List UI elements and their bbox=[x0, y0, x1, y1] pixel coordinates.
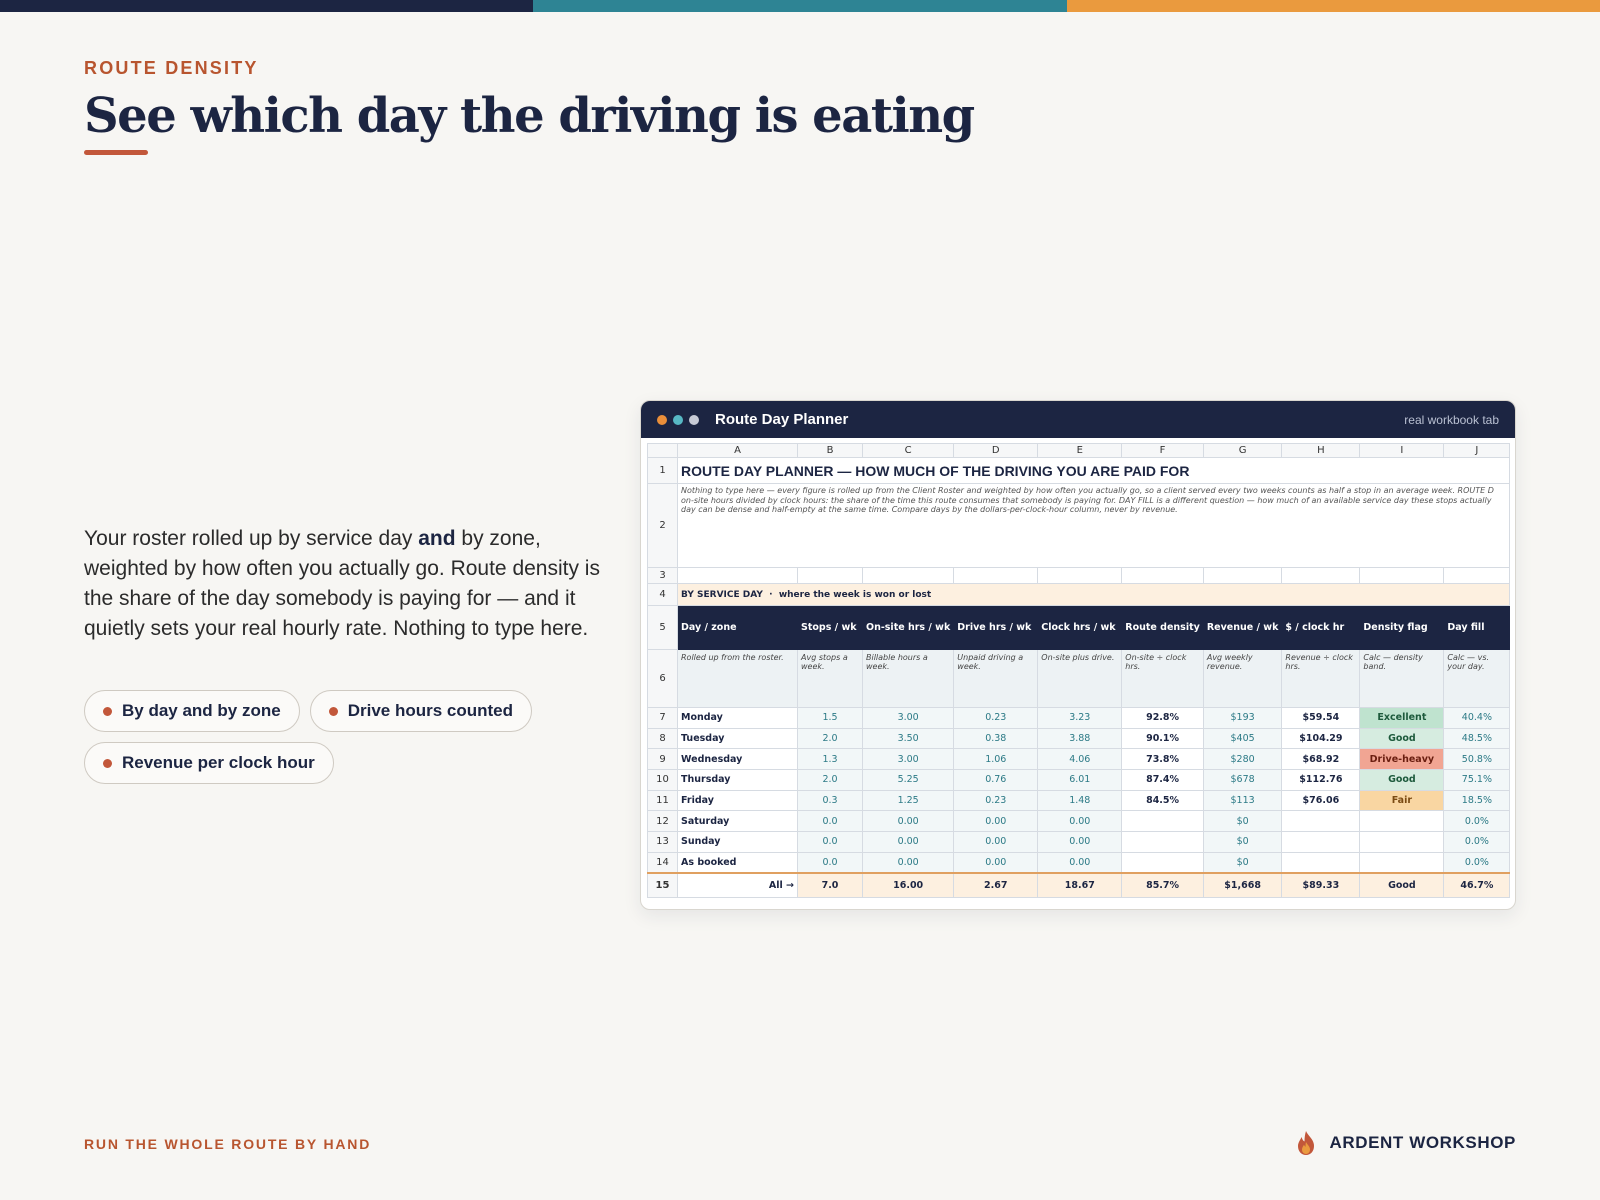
total-flag-cell[interactable]: Good bbox=[1360, 873, 1444, 897]
footer-tagline: RUN THE WHOLE ROUTE BY HAND bbox=[84, 1136, 372, 1152]
row-number[interactable]: 13 bbox=[648, 832, 678, 853]
drive-cell[interactable]: 0.23 bbox=[954, 790, 1038, 811]
body-text-bold: and bbox=[418, 527, 456, 550]
body-text-part2: by zone, weighted by how often you actually go. Route density is the share of the day somebody is paying for — and it quietly sets your real hourly rate. Nothing to type here. bbox=[84, 527, 600, 640]
total-label-cell[interactable]: All → bbox=[678, 873, 798, 897]
table-row bbox=[648, 852, 1510, 873]
clock-cell[interactable]: 0.00 bbox=[1038, 832, 1122, 853]
stops-cell[interactable]: 1.5 bbox=[798, 708, 863, 729]
revenue-cell[interactable]: $405 bbox=[1203, 728, 1282, 749]
table-row bbox=[648, 749, 1510, 770]
row-number[interactable]: 5 bbox=[648, 606, 678, 650]
total-rate-cell[interactable]: $89.33 bbox=[1282, 873, 1360, 897]
header-cell[interactable]: Revenue / wk bbox=[1203, 606, 1282, 650]
footer-brand[interactable] bbox=[1295, 1130, 1516, 1156]
section-band-cell[interactable]: BY SERVICE DAY · where the week is won or lost bbox=[678, 584, 1510, 606]
workbook-window bbox=[640, 400, 1516, 910]
sheet-title-row bbox=[648, 458, 1510, 484]
drive-cell[interactable]: 0.00 bbox=[954, 832, 1038, 853]
subheader-cell[interactable]: Revenue ÷ clock hrs. bbox=[1282, 650, 1360, 708]
total-stops-cell[interactable]: 7.0 bbox=[798, 873, 863, 897]
sheet-title-cell[interactable]: ROUTE DAY PLANNER — HOW MUCH OF THE DRIVING YOU ARE PAID FOR bbox=[678, 458, 1510, 484]
density-cell[interactable] bbox=[1122, 811, 1204, 832]
subheader-cell[interactable]: Unpaid driving a week. bbox=[954, 650, 1038, 708]
rate-cell[interactable] bbox=[1282, 832, 1360, 853]
sheet-note-cell[interactable]: Nothing to type here — every figure is rolled up from the Client Roster and weighted by how often you actually go, so a client served every two weeks counts as half a stop in an average week. ROUTE D on-site hours divided by clock hours: the share of the time this route consumes that somebody is paying for. DAY FILL is a different question — how much of an available service day these stops actually day can be dense and half-empty at the same time. Compare days by the dollars-per-clock-hour column, never by revenue. bbox=[678, 484, 1510, 568]
row-number[interactable]: 14 bbox=[648, 852, 678, 873]
top-bar-segment-teal bbox=[533, 0, 1066, 12]
column-header[interactable]: A bbox=[678, 444, 798, 458]
traffic-light-teal-icon[interactable] bbox=[673, 415, 683, 425]
subheader-cell[interactable]: Avg stops a week. bbox=[798, 650, 863, 708]
cell[interactable] bbox=[1444, 568, 1510, 584]
stops-cell[interactable]: 0.0 bbox=[798, 811, 863, 832]
rate-cell[interactable] bbox=[1282, 811, 1360, 832]
density-flag-cell[interactable]: Drive-heavy bbox=[1360, 749, 1444, 770]
total-revenue-cell[interactable]: $1,668 bbox=[1203, 873, 1282, 897]
chip-by-day-and-zone bbox=[84, 690, 300, 732]
top-color-bar bbox=[0, 0, 1600, 12]
total-clock-cell[interactable]: 18.67 bbox=[1038, 873, 1122, 897]
density-cell[interactable]: 92.8% bbox=[1122, 708, 1204, 729]
drive-cell[interactable]: 0.76 bbox=[954, 770, 1038, 791]
traffic-light-grey-icon[interactable] bbox=[689, 415, 699, 425]
corner-cell[interactable] bbox=[648, 444, 678, 458]
section-row bbox=[648, 584, 1510, 606]
subheader-cell[interactable]: Calc — density band. bbox=[1360, 650, 1444, 708]
onsite-cell[interactable]: 0.00 bbox=[863, 832, 954, 853]
spreadsheet-grid bbox=[647, 443, 1510, 898]
cell[interactable] bbox=[1282, 568, 1360, 584]
cell[interactable] bbox=[1122, 568, 1204, 584]
header-cell[interactable]: Stops / wk bbox=[798, 606, 863, 650]
chip-label: By day and by zone bbox=[122, 701, 281, 720]
window-title: Route Day Planner bbox=[715, 411, 849, 428]
revenue-cell[interactable]: $0 bbox=[1203, 811, 1282, 832]
revenue-cell[interactable]: $678 bbox=[1203, 770, 1282, 791]
row-number[interactable]: 2 bbox=[648, 484, 678, 568]
data-rows bbox=[648, 708, 1510, 874]
subheader-cell[interactable]: On-site ÷ clock hrs. bbox=[1122, 650, 1204, 708]
density-flag-cell[interactable] bbox=[1360, 832, 1444, 853]
header-cell[interactable]: Clock hrs / wk bbox=[1038, 606, 1122, 650]
bullet-dot-icon bbox=[103, 759, 112, 768]
top-bar-segment-navy bbox=[0, 0, 533, 12]
row-number[interactable]: 3 bbox=[648, 568, 678, 584]
column-header[interactable]: H bbox=[1282, 444, 1360, 458]
cell[interactable] bbox=[678, 568, 798, 584]
column-header[interactable]: C bbox=[863, 444, 954, 458]
day-cell[interactable]: Thursday bbox=[678, 770, 798, 791]
total-fill-cell[interactable]: 46.7% bbox=[1444, 873, 1510, 897]
column-header[interactable]: F bbox=[1122, 444, 1204, 458]
column-header[interactable]: I bbox=[1360, 444, 1444, 458]
total-row bbox=[648, 873, 1510, 897]
density-flag-cell[interactable]: Good bbox=[1360, 728, 1444, 749]
density-cell[interactable]: 87.4% bbox=[1122, 770, 1204, 791]
rate-cell[interactable]: $68.92 bbox=[1282, 749, 1360, 770]
drive-cell[interactable]: 1.06 bbox=[954, 749, 1038, 770]
body-text-part1: Your roster rolled up by service day bbox=[84, 527, 419, 550]
column-header[interactable]: D bbox=[954, 444, 1038, 458]
cell[interactable] bbox=[1360, 568, 1444, 584]
header-cell[interactable]: Route density bbox=[1122, 606, 1204, 650]
rate-cell[interactable] bbox=[1282, 852, 1360, 873]
clock-cell[interactable]: 1.48 bbox=[1038, 790, 1122, 811]
drive-cell[interactable]: 0.00 bbox=[954, 852, 1038, 873]
clock-cell[interactable]: 0.00 bbox=[1038, 852, 1122, 873]
onsite-cell[interactable]: 3.00 bbox=[863, 708, 954, 729]
brand-name: ARDENT WORKSHOP bbox=[1329, 1133, 1516, 1152]
row-number[interactable]: 12 bbox=[648, 811, 678, 832]
density-flag-cell[interactable]: Fair bbox=[1360, 790, 1444, 811]
row-number[interactable]: 4 bbox=[648, 584, 678, 606]
stops-cell[interactable]: 0.0 bbox=[798, 832, 863, 853]
density-flag-cell[interactable] bbox=[1360, 852, 1444, 873]
day-fill-cell[interactable]: 0.0% bbox=[1444, 852, 1510, 873]
drive-cell[interactable]: 0.23 bbox=[954, 708, 1038, 729]
onsite-cell[interactable]: 0.00 bbox=[863, 852, 954, 873]
row-number[interactable]: 11 bbox=[648, 790, 678, 811]
row-number[interactable]: 8 bbox=[648, 728, 678, 749]
day-cell[interactable]: Monday bbox=[678, 708, 798, 729]
clock-cell[interactable]: 3.23 bbox=[1038, 708, 1122, 729]
drive-cell[interactable]: 0.38 bbox=[954, 728, 1038, 749]
row-number[interactable]: 1 bbox=[648, 458, 678, 484]
total-drive-cell[interactable]: 2.67 bbox=[954, 873, 1038, 897]
day-fill-cell[interactable]: 40.4% bbox=[1444, 708, 1510, 729]
table-row bbox=[648, 811, 1510, 832]
table-row bbox=[648, 790, 1510, 811]
clock-cell[interactable]: 0.00 bbox=[1038, 811, 1122, 832]
clock-cell[interactable]: 3.88 bbox=[1038, 728, 1122, 749]
density-cell[interactable]: 90.1% bbox=[1122, 728, 1204, 749]
table-subheader-row bbox=[648, 650, 1510, 708]
bullet-dot-icon bbox=[103, 707, 112, 716]
row-number[interactable]: 7 bbox=[648, 708, 678, 729]
feature-chips bbox=[84, 690, 544, 784]
onsite-cell[interactable]: 0.00 bbox=[863, 811, 954, 832]
row-number[interactable]: 10 bbox=[648, 770, 678, 791]
total-onsite-cell[interactable]: 16.00 bbox=[863, 873, 954, 897]
rate-cell[interactable]: $76.06 bbox=[1282, 790, 1360, 811]
header-cell[interactable]: $ / clock hr bbox=[1282, 606, 1360, 650]
density-cell[interactable] bbox=[1122, 832, 1204, 853]
day-fill-cell[interactable]: 50.8% bbox=[1444, 749, 1510, 770]
day-fill-cell[interactable]: 48.5% bbox=[1444, 728, 1510, 749]
stops-cell[interactable]: 0.0 bbox=[798, 852, 863, 873]
total-density-cell[interactable]: 85.7% bbox=[1122, 873, 1204, 897]
column-header-row bbox=[648, 444, 1510, 458]
cell[interactable] bbox=[863, 568, 954, 584]
section-note: where the week is won or lost bbox=[778, 589, 932, 600]
rate-cell[interactable]: $112.76 bbox=[1282, 770, 1360, 791]
day-cell[interactable]: Friday bbox=[678, 790, 798, 811]
section-label: BY SERVICE DAY bbox=[681, 589, 763, 600]
onsite-cell[interactable]: 1.25 bbox=[863, 790, 954, 811]
table-row bbox=[648, 832, 1510, 853]
header-cell[interactable]: On-site hrs / wk bbox=[863, 606, 954, 650]
header-cell[interactable]: Density flag bbox=[1360, 606, 1444, 650]
row-number[interactable]: 6 bbox=[648, 650, 678, 708]
table-header-row bbox=[648, 606, 1510, 650]
clock-cell[interactable]: 4.06 bbox=[1038, 749, 1122, 770]
density-flag-cell[interactable]: Excellent bbox=[1360, 708, 1444, 729]
traffic-light-orange-icon[interactable] bbox=[657, 415, 667, 425]
column-header[interactable]: J bbox=[1444, 444, 1510, 458]
density-cell[interactable] bbox=[1122, 852, 1204, 873]
table-row bbox=[648, 728, 1510, 749]
day-fill-cell[interactable]: 75.1% bbox=[1444, 770, 1510, 791]
day-cell[interactable]: As booked bbox=[678, 852, 798, 873]
density-flag-cell[interactable] bbox=[1360, 811, 1444, 832]
row-number[interactable]: 9 bbox=[648, 749, 678, 770]
subheader-cell[interactable]: Calc — vs. your day. bbox=[1444, 650, 1510, 708]
revenue-cell[interactable]: $0 bbox=[1203, 852, 1282, 873]
section-eyebrow: ROUTE DENSITY bbox=[84, 58, 259, 78]
body-paragraph bbox=[84, 524, 604, 644]
revenue-cell[interactable]: $113 bbox=[1203, 790, 1282, 811]
column-header[interactable]: E bbox=[1038, 444, 1122, 458]
window-tag: real workbook tab bbox=[1404, 412, 1499, 427]
subheader-cell[interactable]: Avg weekly revenue. bbox=[1203, 650, 1282, 708]
day-fill-cell[interactable]: 0.0% bbox=[1444, 832, 1510, 853]
day-cell[interactable]: Wednesday bbox=[678, 749, 798, 770]
day-fill-cell[interactable]: 18.5% bbox=[1444, 790, 1510, 811]
window-titlebar bbox=[641, 401, 1515, 438]
bullet-dot-icon bbox=[329, 707, 338, 716]
column-header[interactable]: G bbox=[1203, 444, 1282, 458]
day-cell[interactable]: Sunday bbox=[678, 832, 798, 853]
header-cell[interactable]: Day / zone bbox=[678, 606, 798, 650]
clock-cell[interactable]: 6.01 bbox=[1038, 770, 1122, 791]
row-number[interactable]: 15 bbox=[648, 873, 678, 897]
stops-cell[interactable]: 2.0 bbox=[798, 770, 863, 791]
stops-cell[interactable]: 2.0 bbox=[798, 728, 863, 749]
spreadsheet bbox=[647, 443, 1510, 898]
top-bar-segment-orange bbox=[1067, 0, 1600, 12]
page-title: See which day the driving is eating bbox=[84, 88, 974, 144]
header-cell[interactable]: Day fill bbox=[1444, 606, 1510, 650]
cell[interactable] bbox=[954, 568, 1038, 584]
table-row bbox=[648, 708, 1510, 729]
onsite-cell[interactable]: 3.50 bbox=[863, 728, 954, 749]
stops-cell[interactable]: 1.3 bbox=[798, 749, 863, 770]
stops-cell[interactable]: 0.3 bbox=[798, 790, 863, 811]
subheader-cell[interactable]: Rolled up from the roster. bbox=[678, 650, 798, 708]
chip-label: Revenue per clock hour bbox=[122, 753, 315, 772]
subheader-cell[interactable]: Billable hours a week. bbox=[863, 650, 954, 708]
revenue-cell[interactable]: $193 bbox=[1203, 708, 1282, 729]
rate-cell[interactable]: $104.29 bbox=[1282, 728, 1360, 749]
cell[interactable] bbox=[1203, 568, 1282, 584]
chip-revenue-per-clock-hour bbox=[84, 742, 334, 784]
rate-cell[interactable]: $59.54 bbox=[1282, 708, 1360, 729]
cell[interactable] bbox=[798, 568, 863, 584]
column-header[interactable]: B bbox=[798, 444, 863, 458]
onsite-cell[interactable]: 5.25 bbox=[863, 770, 954, 791]
day-cell[interactable]: Tuesday bbox=[678, 728, 798, 749]
sheet-note-row bbox=[648, 484, 1510, 568]
cell[interactable] bbox=[1038, 568, 1122, 584]
drive-cell[interactable]: 0.00 bbox=[954, 811, 1038, 832]
onsite-cell[interactable]: 3.00 bbox=[863, 749, 954, 770]
day-fill-cell[interactable]: 0.0% bbox=[1444, 811, 1510, 832]
table-row bbox=[648, 770, 1510, 791]
density-cell[interactable]: 73.8% bbox=[1122, 749, 1204, 770]
density-flag-cell[interactable]: Good bbox=[1360, 770, 1444, 791]
blank-row bbox=[648, 568, 1510, 584]
header-cell[interactable]: Drive hrs / wk bbox=[954, 606, 1038, 650]
chip-label: Drive hours counted bbox=[347, 701, 514, 720]
revenue-cell[interactable]: $280 bbox=[1203, 749, 1282, 770]
density-cell[interactable]: 84.5% bbox=[1122, 790, 1204, 811]
flame-icon bbox=[1295, 1130, 1317, 1156]
day-cell[interactable]: Saturday bbox=[678, 811, 798, 832]
subheader-cell[interactable]: On-site plus drive. bbox=[1038, 650, 1122, 708]
title-underline bbox=[84, 150, 148, 155]
revenue-cell[interactable]: $0 bbox=[1203, 832, 1282, 853]
chip-drive-hours bbox=[310, 690, 532, 732]
